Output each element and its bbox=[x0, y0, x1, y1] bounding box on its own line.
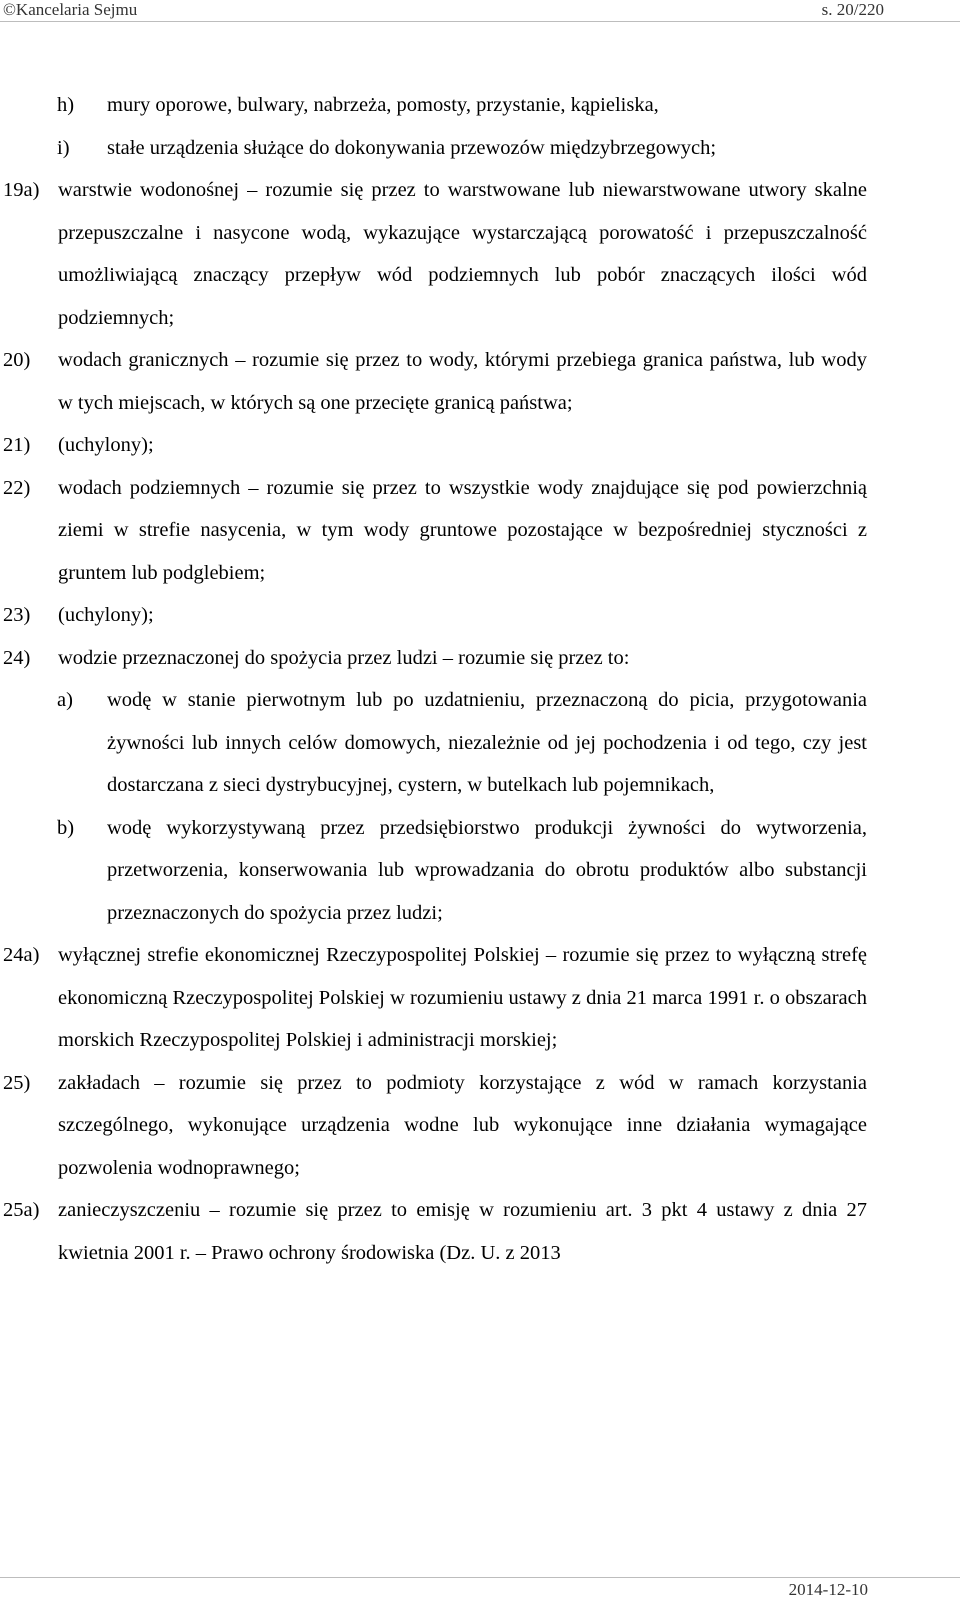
item-number: 25a) bbox=[3, 1199, 40, 1221]
item-text: wodę wykorzystywaną przez przedsiębiorstwo produkcji żywności do wytworzenia, przetworzenia, konserwowania lub wprowadzania do obrotu produktów albo substancji przeznaczonych do spożycia przez ludzi; bbox=[107, 816, 867, 924]
item-number: 24) bbox=[3, 646, 31, 669]
footer-date: 2014-12-10 bbox=[788, 1580, 868, 1599]
item-text: wodę w stanie pierwotnym lub po uzdatnieniu, przeznaczoną do picia, przygotowania żywności lub innych celów domowych, niezależnie od jej pochodzenia i od tego, czy jest dostarczana z sieci dystrybucyjnej, cystern, w butelkach lub pojemnikach, bbox=[107, 689, 867, 796]
list-item bbox=[3, 637, 867, 680]
item-number: 22) bbox=[3, 476, 31, 499]
item-number: h) bbox=[57, 94, 75, 116]
page-header bbox=[0, 0, 960, 22]
list-item bbox=[3, 594, 867, 637]
item-number: 23) bbox=[3, 604, 31, 626]
list-item bbox=[57, 807, 867, 935]
header-divider bbox=[0, 21, 960, 22]
item-text: mury oporowe, bulwary, nabrzeża, pomosty, przystanie, kąpieliska, bbox=[107, 94, 659, 116]
list-item bbox=[57, 679, 867, 807]
list-item bbox=[3, 1189, 867, 1274]
item-text: zakładach – rozumie się przez to podmioty korzystające z wód w ramach korzystania szczególnego, wykonujące urządzenia wodne lub wykonujące inne działania wymagające pozwolenia wodnoprawnego; bbox=[58, 1071, 867, 1179]
item-text: wyłącznej strefie ekonomicznej Rzeczypospolitej Polskiej – rozumie się przez to wyłączną strefę ekonomiczną Rzeczypospolitej Polskiej w rozumieniu ustawy z dnia 21 marca 1991 r. o obszarach morskich Rzeczypospolitej Polskiej i administracji morskiej; bbox=[58, 944, 867, 1051]
item-text: (uchylony); bbox=[58, 434, 154, 456]
item-text: stałe urządzenia służące do dokonywania przewozów międzybrzegowych; bbox=[107, 136, 717, 159]
list-item bbox=[3, 339, 867, 424]
item-number: 20) bbox=[3, 349, 31, 371]
header-copyright: ©Kancelaria Sejmu bbox=[3, 0, 138, 19]
item-number: 25) bbox=[3, 1071, 31, 1094]
item-number: 21) bbox=[3, 434, 31, 456]
item-number: 19a) bbox=[3, 179, 40, 201]
list-item bbox=[3, 169, 867, 339]
item-text: wodach podziemnych – rozumie się przez to wszystkie wody znajdujące się pod powierzchnią ziemi w strefie nasycenia, w tym wody gruntowe pozostające w bezpośredniej styczności z gruntem lub podglebiem; bbox=[58, 476, 867, 584]
header-page-number: s. 20/220 bbox=[821, 0, 884, 19]
item-number: a) bbox=[57, 689, 73, 711]
item-number: i) bbox=[57, 136, 70, 159]
item-text: wodzie przeznaczonej do spożycia przez ludzi – rozumie się przez to: bbox=[58, 646, 630, 669]
list-item bbox=[57, 84, 867, 127]
item-number: 24a) bbox=[3, 944, 40, 966]
list-item bbox=[3, 467, 867, 595]
item-text: zanieczyszczeniu – rozumie się przez to emisję w rozumieniu art. 3 pkt 4 ustawy z dnia 27 kwietnia 2001 r. – Prawo ochrony środowiska (Dz. U. z 2013 bbox=[58, 1199, 867, 1264]
list-item bbox=[3, 934, 867, 1062]
list-item bbox=[3, 424, 867, 467]
footer-divider bbox=[0, 1577, 960, 1578]
item-number: b) bbox=[57, 816, 75, 839]
item-text: warstwie wodonośnej – rozumie się przez to warstwowane lub niewarstwowane utwory skalne przepuszczalne i nasycone wodą, wykazujące wystarczającą porowatość i przepuszczalność umożliwiającą znaczący przepływ wód podziemnych lub pobór znaczących ilości wód podziemnych; bbox=[58, 179, 867, 329]
list-item bbox=[57, 127, 867, 170]
item-text: (uchylony); bbox=[58, 604, 154, 626]
item-text: wodach granicznych – rozumie się przez to wody, którymi przebiega granica państwa, lub wody w tych miejscach, w których są one przecięte granicą państwa; bbox=[58, 349, 867, 414]
list-item bbox=[3, 1062, 867, 1190]
document-body bbox=[0, 84, 960, 1274]
